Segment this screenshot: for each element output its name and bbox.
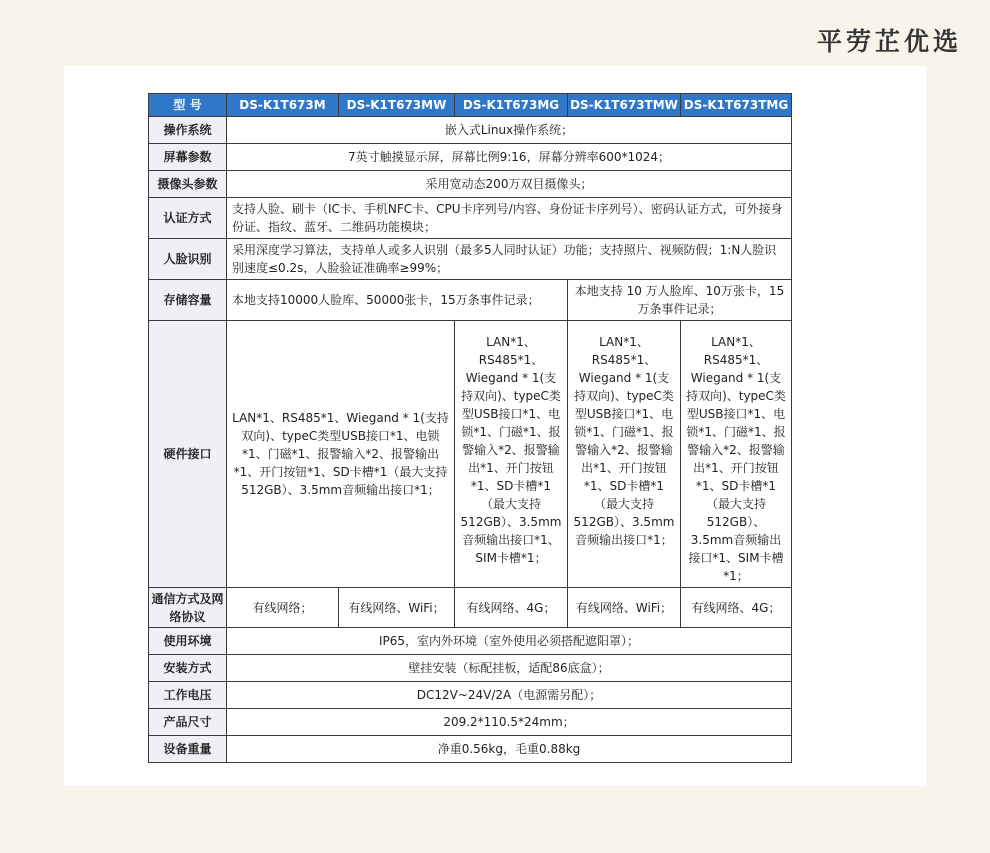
table-row xyxy=(149,321,792,588)
row-value: LAN*1、RS485*1、Wiegand * 1(支持双向)、typeC类型USB接口*1、电锁*1、门磁*1、报警输入*2、报警输出*1、开门按钮*1、SD卡槽*1（最大支持512GB）、3.5mm音频输出接口*1； xyxy=(227,321,455,588)
row-value: 有线网络、4G； xyxy=(681,588,792,628)
row-value: LAN*1、RS485*1、Wiegand * 1(支持双向)、typeC类型USB接口*1、电锁*1、门磁*1、报警输入*2、报警输出*1、开门按钮*1、SD卡槽*1（最大支持512GB）、3.5mm音频输出接口*1、SIM卡槽*1； xyxy=(455,321,568,588)
table-row xyxy=(149,171,792,198)
table-row xyxy=(149,588,792,628)
header-model: DS-K1T673MW xyxy=(339,94,455,117)
row-value: 净重0.56kg，毛重0.88kg xyxy=(227,736,792,763)
table-row xyxy=(149,655,792,682)
row-label: 存储容量 xyxy=(149,280,227,321)
header-model: DS-K1T673TMW xyxy=(568,94,681,117)
table-row xyxy=(149,198,792,239)
row-value: 本地支持 10 万人脸库、10万张卡，15 万条事件记录； xyxy=(568,280,792,321)
row-value: 有线网络； xyxy=(227,588,339,628)
row-label: 使用环境 xyxy=(149,628,227,655)
row-value: 本地支持10000人脸库、50000张卡，15万条事件记录； xyxy=(227,280,568,321)
row-label: 屏幕参数 xyxy=(149,144,227,171)
row-label: 硬件接口 xyxy=(149,321,227,588)
header-model: DS-K1T673TMG xyxy=(681,94,792,117)
header-model: DS-K1T673MG xyxy=(455,94,568,117)
table-row xyxy=(149,709,792,736)
row-value: 7英寸触摸显示屏，屏幕比例9:16，屏幕分辨率600*1024； xyxy=(227,144,792,171)
row-label: 认证方式 xyxy=(149,198,227,239)
table-row xyxy=(149,280,792,321)
row-value: 采用宽动态200万双目摄像头； xyxy=(227,171,792,198)
row-label: 通信方式及网络协议 xyxy=(149,588,227,628)
row-value: 采用深度学习算法，支持单人或多人识别（最多5人同时认证）功能；支持照片、视频防假；1:N人脸识别速度≤0.2s，人脸验证准确率≥99%； xyxy=(227,239,792,280)
row-label: 安装方式 xyxy=(149,655,227,682)
table-row xyxy=(149,628,792,655)
row-value: LAN*1、RS485*1、Wiegand * 1(支持双向)、typeC类型USB接口*1、电锁*1、门磁*1、报警输入*2、报警输出*1、开门按钮*1、SD卡槽*1（最大支持512GB）、3.5mm音频输出接口*1、SIM卡槽*1； xyxy=(681,321,792,588)
table-row xyxy=(149,736,792,763)
row-value: DC12V~24V/2A（电源需另配）； xyxy=(227,682,792,709)
row-value: 有线网络、WiFi； xyxy=(339,588,455,628)
table-row xyxy=(149,239,792,280)
row-value: 支持人脸、刷卡（IC卡、手机NFC卡、CPU卡序列号/内容、身份证卡序列号）、密码认证方式，可外接身份证、指纹、蓝牙、二维码功能模块； xyxy=(227,198,792,239)
table-row xyxy=(149,144,792,171)
row-value: 209.2*110.5*24mm； xyxy=(227,709,792,736)
row-value: 嵌入式Linux操作系统； xyxy=(227,117,792,144)
row-value: 壁挂安装（标配挂板，适配86底盒）； xyxy=(227,655,792,682)
header-row xyxy=(149,94,792,117)
row-value: 有线网络、WiFi； xyxy=(568,588,681,628)
row-value: IP65，室内外环境（室外使用必须搭配遮阳罩）； xyxy=(227,628,792,655)
table-row xyxy=(149,117,792,144)
row-value: 有线网络、4G； xyxy=(455,588,568,628)
table-row xyxy=(149,682,792,709)
row-label: 工作电压 xyxy=(149,682,227,709)
row-label: 设备重量 xyxy=(149,736,227,763)
row-label: 操作系统 xyxy=(149,117,227,144)
row-label: 人脸识别 xyxy=(149,239,227,280)
header-model-label: 型 号 xyxy=(149,94,227,117)
brand-watermark: 平劳芷优选 xyxy=(816,27,962,56)
header-model: DS-K1T673M xyxy=(227,94,339,117)
row-label: 产品尺寸 xyxy=(149,709,227,736)
spec-table xyxy=(148,93,792,763)
row-value: LAN*1、RS485*1、Wiegand * 1(支持双向)、typeC类型USB接口*1、电锁*1、门磁*1、报警输入*2、报警输出*1、开门按钮*1、SD卡槽*1（最大支持512GB）、3.5mm音频输出接口*1； xyxy=(568,321,681,588)
row-label: 摄像头参数 xyxy=(149,171,227,198)
